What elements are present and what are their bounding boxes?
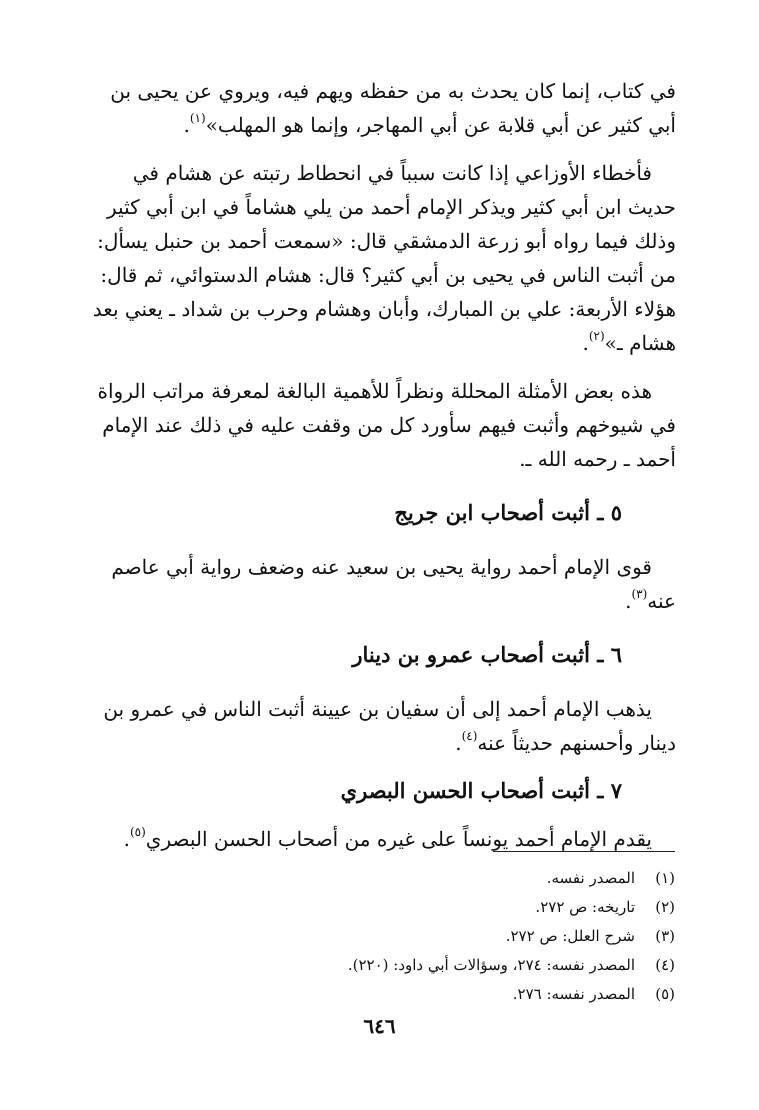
section-heading-6: ٦ ـ أثبت أصحاب عمرو بن دينار [352, 642, 622, 667]
page-number: ٦٤٦ [363, 1014, 396, 1038]
footnote-ref[interactable]: (١) [189, 111, 206, 126]
footnote-item [115, 951, 675, 980]
sentence-end: . [455, 731, 462, 755]
paragraph-2 [76, 156, 676, 360]
paragraph-line: في كتاب، إنما كان يحدث به من حفظه ويهم فيه، ويروي عن يحيى بن [110, 79, 676, 103]
footnote-text: المصدر نفسه: ٢٧٤، وسؤالات أبي داود: (٢٢٠). [347, 956, 635, 974]
footnotes [115, 864, 675, 1009]
paragraph-5 [76, 550, 676, 618]
footnote-item [115, 893, 675, 922]
paragraph-line: في شيوخهم وأثبت فيهم سأورد كل من وقفت عليه في ذلك عند الإمام [102, 413, 676, 437]
paragraph-line: هذه بعض الأمثلة المحللة ونظراً للأهمية البالغة لمعرفة مراتب الرواة [97, 379, 652, 403]
sentence-end: . [582, 331, 589, 355]
footnote-number: (٣) [655, 927, 675, 945]
footnote-item [115, 922, 675, 951]
footnote-item [115, 864, 675, 893]
paragraph-line: حديث ابن أبي كثير ويذكر الإمام أحمد من يلي هشاماً في ابن أبي كثير [107, 195, 676, 219]
footnote-ref[interactable]: (٥) [129, 825, 146, 840]
paragraph-3 [76, 374, 676, 476]
sentence-end: . [183, 113, 190, 137]
paragraph-line: وذلك فيما رواه أبو زرعة الدمشقي قال: «سمعت أحمد بن حنبل يسأل: [97, 229, 676, 253]
paragraph-line: فأخطاء الأوزاعي إذا كانت سبباً في انحطاط رتبته عن هشام في [132, 161, 652, 185]
sentence-end: . [625, 589, 632, 613]
paragraph-line: قوى الإمام أحمد رواية يحيى بن سعيد عنه وضعف رواية أبي عاصم [111, 555, 652, 579]
footnote-number: (٢) [655, 898, 675, 916]
footnote-text: المصدر نفسه: ٢٧٦. [512, 985, 635, 1003]
footnote-text: تاريخه: ص ٢٧٢. [535, 898, 635, 916]
section-heading-7: ٧ ـ أثبت أصحاب الحسن البصري [340, 778, 622, 803]
footnote-divider [493, 851, 675, 852]
paragraph-line: يقدم الإمام أحمد يونساً على غيره من أصحاب الحسن البصري [145, 827, 652, 851]
paragraph-6 [76, 692, 676, 760]
paragraph-line: يذهب الإمام أحمد إلى أن سفيان بن عيينة أثبت الناس في عمرو بن [103, 697, 652, 721]
paragraph-line: من أثبت الناس في يحيى بن أبي كثير؟ قال: هشام الدستوائي، ثم قال: [100, 263, 676, 287]
main-text [76, 74, 676, 856]
footnote-ref[interactable]: (٣) [631, 587, 648, 602]
paragraph-line: عنه [647, 589, 676, 613]
footnote-ref[interactable]: (٢) [588, 329, 605, 344]
footnote-item [115, 980, 675, 1009]
paragraph-1 [76, 74, 676, 142]
paragraph-line: أبي كثير عن أبي قلابة عن أبي المهاجر، وإنما هو المهلب» [205, 113, 676, 137]
paragraph-line: دينار وأحسنهم حديثاً عنه [477, 731, 676, 755]
paragraph-line: هشام ـ» [604, 331, 676, 355]
paragraph-line: أحمد ـ رحمه الله ـ. [519, 447, 676, 471]
section-heading-5: ٥ ـ أثبت أصحاب ابن جريج [394, 500, 622, 525]
sentence-end: . [123, 827, 130, 851]
footnote-number: (١) [655, 869, 675, 887]
footnote-text: المصدر نفسه. [546, 869, 635, 887]
footnote-ref[interactable]: (٤) [461, 729, 478, 744]
footnote-number: (٤) [655, 956, 675, 974]
paragraph-line: هؤلاء الأربعة: علي بن المبارك، وأبان وهشام وحرب بن شداد ـ يعني بعد [92, 297, 676, 321]
footnote-text: شرح العلل: ص ٢٧٢. [505, 927, 635, 945]
footnote-number: (٥) [655, 985, 675, 1003]
